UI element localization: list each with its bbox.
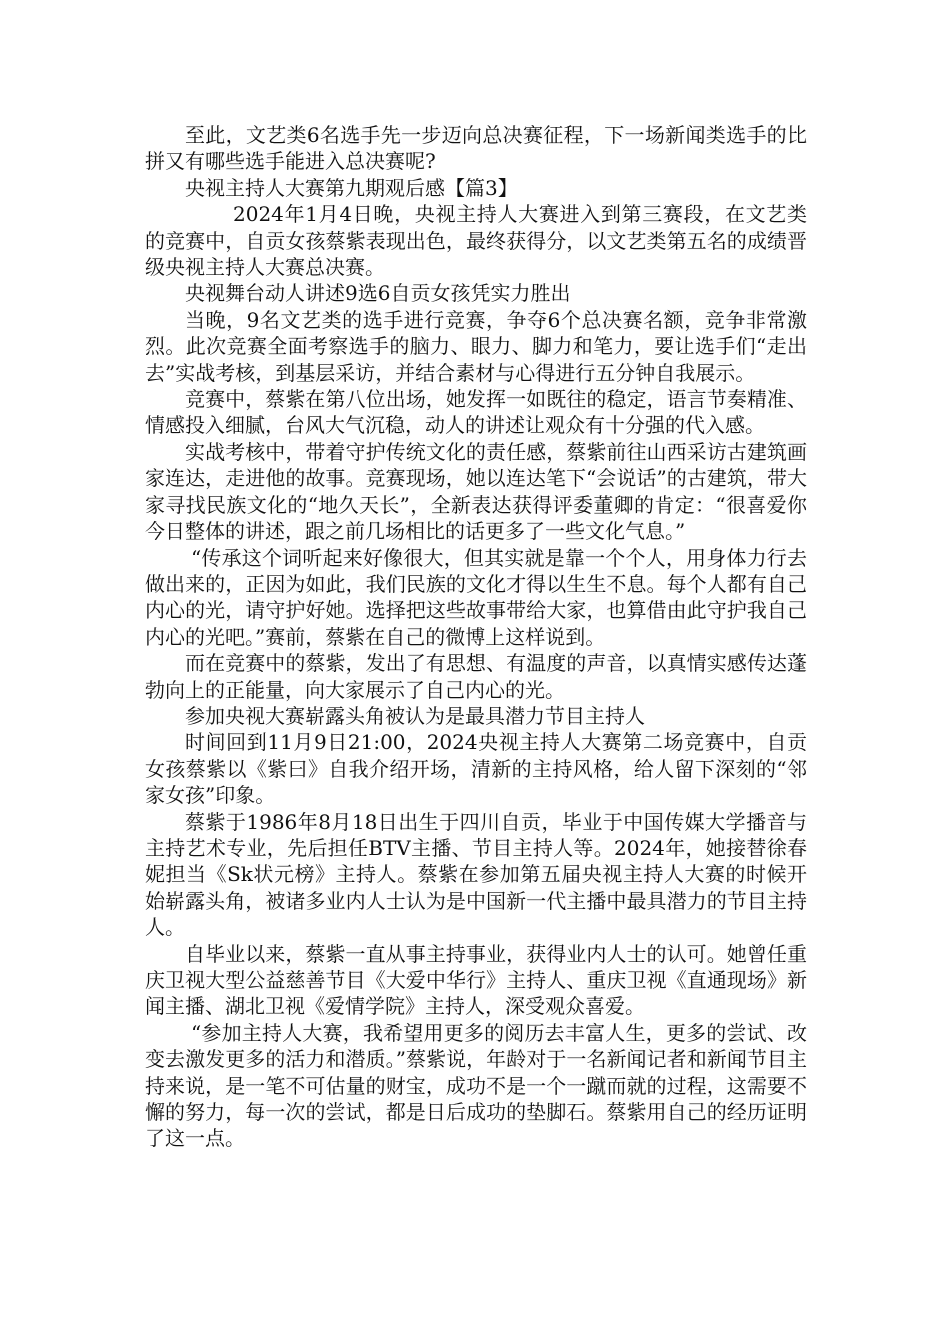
- paragraph: 竞赛中，蔡紫在第八位出场，她发挥一如既往的稳定，语言节奏精准、情感投入细腻，台风大气沉稳，动人的讲述让观众有十分强的代入感。: [145, 387, 807, 438]
- paragraph: “参加主持人大赛，我希望用更多的阅历去丰富人生，更多的尝试、改变去激发更多的活力和潜质。”蔡紫说，年龄对于一名新闻记者和新闻节目主持来说，是一笔不可估量的财宝，成功不是一个一蹴而就的过程，这需要不懈的努力，每一次的尝试，都是日后成功的垫脚石。蔡紫用自己的经历证明了这一点。: [145, 1020, 807, 1151]
- paragraph: 2024年1月4日晚，央视主持人大赛进入到第三赛段，在文艺类的竞赛中，自贡女孩蔡紫表现出色，最终获得分，以文艺类第五名的成绩晋级央视主持人大赛总决赛。: [145, 202, 807, 280]
- paragraph: 至此，文艺类6名选手先一步迈向总决赛征程，下一场新闻类选手的比拼又有哪些选手能进入总决赛呢?: [145, 123, 807, 174]
- paragraph: 而在竞赛中的蔡紫，发出了有思想、有温度的声音，以真情实感传达蓬勃向上的正能量，向大家展示了自己内心的光。: [145, 651, 807, 702]
- paragraph: “传承这个词听起来好像很大，但其实就是靠一个个人，用身体力行去做出来的，正因为如此，我们民族的文化才得以生生不息。每个人都有自己内心的光，请守护好她。选择把这些故事带给大家，也算借由此守护我自己内心的光吧。”赛前，蔡紫在自己的微博上这样说到。: [145, 545, 807, 649]
- sub-heading: 参加央视大赛崭露头角被认为是最具潜力节目主持人: [185, 703, 645, 728]
- paragraph: 实战考核中，带着守护传统文化的责任感，蔡紫前往山西采访古建筑画家连达，走进他的故事。竞赛现场，她以连达笔下“会说话”的古建筑，带大家寻找民族文化的“地久天长”，全新表达获得评委董卿的肯定：“很喜爱你今日整体的讲述，跟之前几场相比的话更多了一些文化气息。”: [145, 439, 807, 544]
- paragraph: 当晚，9名文艺类的选手进行竞赛，争夺6个总决赛名额，竞争非常激烈。此次竞赛全面考察选手的脑力、眼力、脚力和笔力，要让选手们“走出去”实战考核，到基层采访，并结合素材与心得进行五分钟自我展示。: [145, 307, 807, 385]
- paragraph: 自毕业以来，蔡紫一直从事主持事业，获得业内人士的认可。她曾任重庆卫视大型公益慈善节目《大爱中华行》主持人、重庆卫视《直通现场》新闻主播、湖北卫视《爱情学院》主持人，深受观众喜爱。: [145, 941, 807, 1019]
- sub-heading: 央视舞台动人讲述9选6自贡女孩凭实力胜出: [185, 281, 571, 306]
- section-heading: 央视主持人大赛第九期观后感【篇3】: [185, 175, 518, 200]
- paragraph: 蔡紫于1986年8月18日出生于四川自贡，毕业于中国传媒大学播音与主持艺术专业，先后担任BTV主播、节目主持人等。2024年，她接替徐春妮担当《Sk状元榜》主持人。蔡紫在参加第五届央视主持人大赛的时候开始崭露头角，被诸多业内人士认为是中国新一代主播中最具潜力的节目主持人。: [145, 809, 807, 940]
- paragraph: 时间回到11月9日21:00，2024央视主持人大赛第二场竞赛中，自贡女孩蔡紫以《紫曰》自我介绍开场，清新的主持风格，给人留下深刻的“邻家女孩”印象。: [145, 730, 807, 808]
- document-page: [145, 122, 807, 1152]
